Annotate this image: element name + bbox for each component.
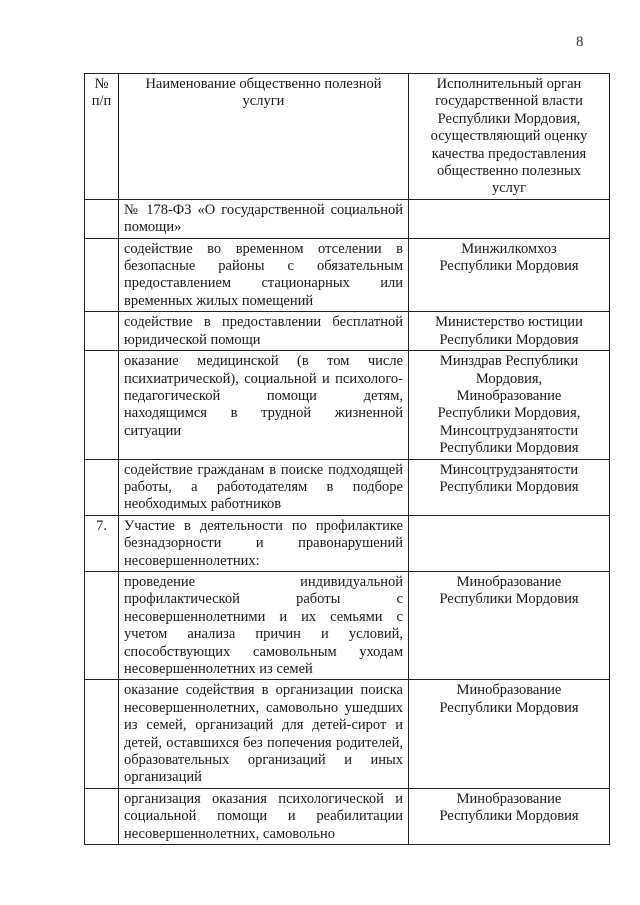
service-name: оказание содействия в организации поиска несовершеннолетних, самовольно ушедших из семей, организаций для детей-сирот и детей, оставшихся без попечения родителей, образовательных организаций и иных организаций xyxy=(119,680,409,788)
table-row xyxy=(85,351,610,459)
authority xyxy=(409,515,610,571)
service-name: оказание медицинской (в том числе психиатрической), социальной и психолого-педагогической помощи детям, находящимся в трудной жизненной ситуации xyxy=(119,351,409,459)
service-name: Участие в деятельности по профилактике безнадзорности и правонарушений несовершеннолетних: xyxy=(119,515,409,571)
table-row xyxy=(85,680,610,788)
row-number xyxy=(85,459,119,515)
authority: Минобразование Республики Мордовия xyxy=(409,571,610,679)
authority: Минздрав Республики Мордовия, Минобразование Республики Мордовия, Минсоцтрудзанятости Республики Мордовия xyxy=(409,351,610,459)
table-row xyxy=(85,788,610,844)
table-header-row xyxy=(85,74,610,200)
table-row xyxy=(85,515,610,571)
service-name: содействие гражданам в поиске подходящей работы, а работодателям в подборе необходимых работников xyxy=(119,459,409,515)
table-row xyxy=(85,571,610,679)
service-name: содействие в предоставлении бесплатной юридической помощи xyxy=(119,312,409,351)
row-number xyxy=(85,571,119,679)
table-row xyxy=(85,238,610,312)
row-number xyxy=(85,199,119,238)
table-row xyxy=(85,199,610,238)
service-name: № 178-ФЗ «О государственной социальной помощи» xyxy=(119,199,409,238)
services-table xyxy=(84,73,610,845)
row-number xyxy=(85,680,119,788)
header-number: № п/п xyxy=(85,74,119,200)
header-service-name: Наименование общественно полезной услуги xyxy=(119,74,409,200)
authority: Минсоцтрудзанятости Республики Мордовия xyxy=(409,459,610,515)
service-name: содействие во временном отселении в безопасные районы с обязательным предоставлением стационарных или временных жилых помещений xyxy=(119,238,409,312)
header-authority: Исполнительный орган государственной власти Республики Мордовия, осуществляющий оценку качества предоставления общественно полезных услуг xyxy=(409,74,610,200)
authority: Минобразование Республики Мордовия xyxy=(409,680,610,788)
row-number xyxy=(85,312,119,351)
row-number xyxy=(85,351,119,459)
row-number: 7. xyxy=(85,515,119,571)
service-name: организация оказания психологической и социальной помощи и реабилитации несовершеннолетних, самовольно xyxy=(119,788,409,844)
table-row xyxy=(85,459,610,515)
table-row xyxy=(85,312,610,351)
authority: Минобразование Республики Мордовия xyxy=(409,788,610,844)
page-number: 8 xyxy=(576,34,584,50)
authority xyxy=(409,199,610,238)
row-number xyxy=(85,788,119,844)
row-number xyxy=(85,238,119,312)
authority: Министерство юстиции Республики Мордовия xyxy=(409,312,610,351)
service-name: проведение индивидуальной профилактической работы с несовершеннолетними и их семьями с учетом анализа причин и условий, способствующих самовольным уходам несовершеннолетних из семей xyxy=(119,571,409,679)
authority: Минжилкомхоз Республики Мордовия xyxy=(409,238,610,312)
